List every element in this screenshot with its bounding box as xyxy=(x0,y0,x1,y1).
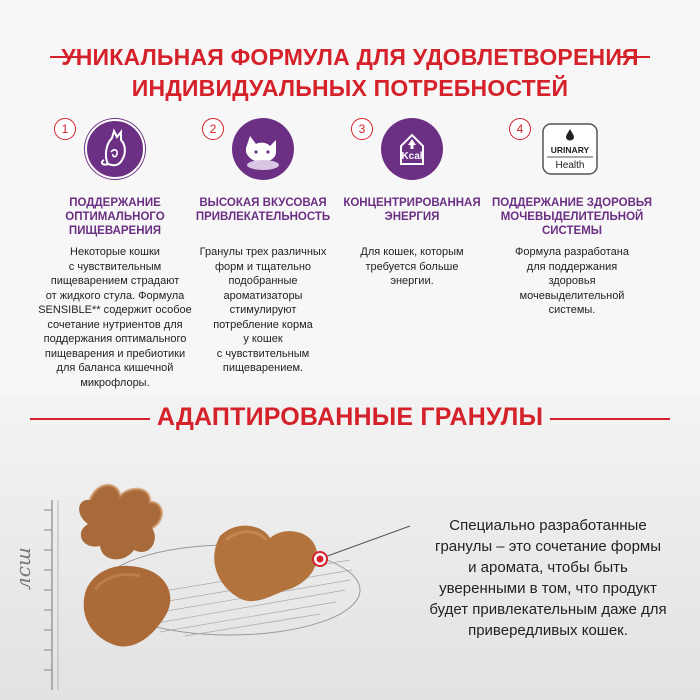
urinary-health-icon xyxy=(539,118,601,180)
feature-title: КОНЦЕНТРИРОВАННАЯ ЭНЕРГИЯ xyxy=(343,197,481,223)
main-heading-line1: УНИКАЛЬНАЯ ФОРМУЛА ДЛЯ УДОВЛЕТВОРЕНИЯ xyxy=(61,44,639,70)
handwritten-note: лсш xyxy=(11,547,35,590)
feature-title: ПОДДЕРЖАНИЕ ОПТИМАЛЬНОГО ПИЩЕВАРЕНИЯ xyxy=(65,197,165,237)
section2-title: АДАПТИРОВАННЫЕ ГРАНУЛЫ xyxy=(156,403,544,431)
kibble-illustration xyxy=(0,440,420,700)
feature-number: 3 xyxy=(351,118,373,140)
cat-digestion-icon xyxy=(84,118,146,180)
kcal-label: Kcal xyxy=(401,151,423,162)
kcal-energy-icon xyxy=(381,118,443,180)
feature-title: ВЫСОКАЯ ВКУСОВАЯ ПРИВЛЕКАТЕЛЬНОСТЬ xyxy=(195,197,331,223)
feature-title: ПОДДЕРЖАНИЕ ЗДОРОВЬЯ МОЧЕВЫДЕЛИТЕЛЬНОЙ СИСТЕМЫ xyxy=(492,197,652,237)
section2-description: Специально разработанные гранулы – это сочетание формы и аромата, чтобы быть уверенными в том, что продукт будет привлекательным даже для привередливых кошек. xyxy=(429,517,667,639)
feature-description: Для кошек, которым требуется больше энергии. xyxy=(360,246,464,287)
main-heading-line2: ИНДИВИДУАЛЬНЫХ ПОТРЕБНОСТЕЙ xyxy=(131,75,569,101)
urinary-label: URINARY xyxy=(550,145,590,155)
feature-number: 1 xyxy=(54,118,76,140)
feature-description: Гранулы трех различных форм и тщательно подобранные ароматизаторы стимулируют потребление корма у кошек с чувствительным пищеварением. xyxy=(199,246,327,374)
feature-number: 4 xyxy=(509,118,531,140)
feature-description: Некоторые кошки с чувствительным пищеварением страдают от жидкого стула. Формула SENSIBLE** содержит особое сочетание нутриентов для поддержания оптимального пищеварения и пребиотики для баланса кишечной микрофлоры. xyxy=(38,246,192,389)
feature-number: 2 xyxy=(202,118,224,140)
health-label: Health xyxy=(555,160,585,171)
feature-description: Формула разработана для поддержания здоровья мочевыделительной системы. xyxy=(515,246,629,316)
cat-eating-icon xyxy=(232,118,294,180)
